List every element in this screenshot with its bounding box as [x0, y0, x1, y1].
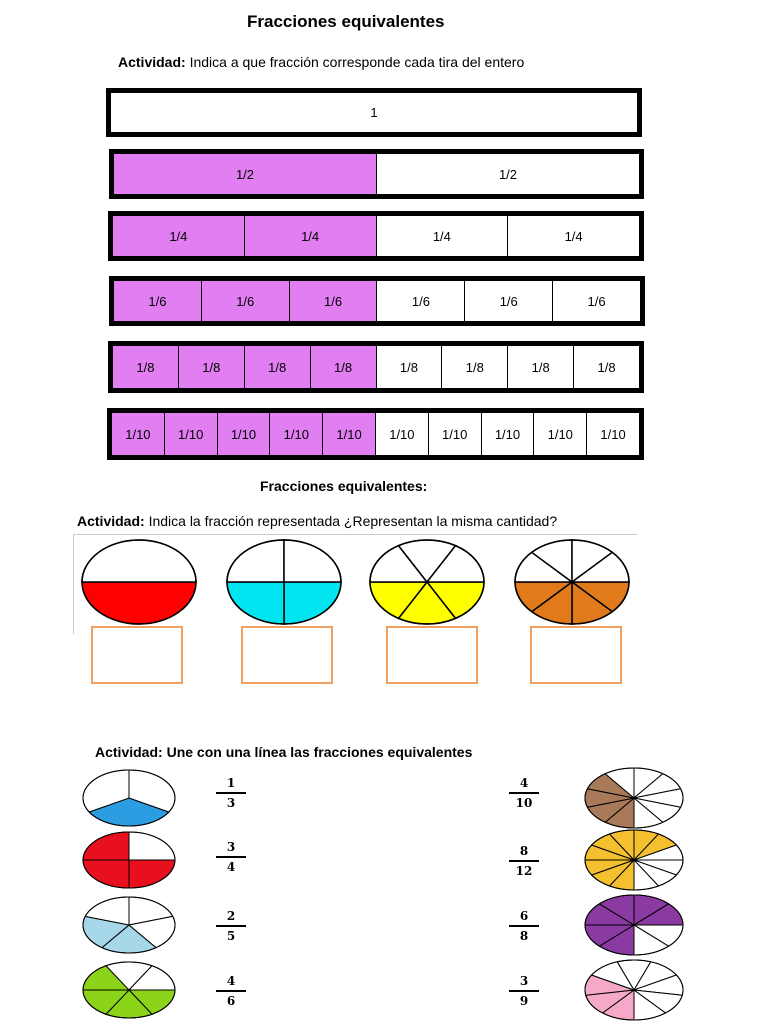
right-fraction-2[interactable]	[506, 844, 542, 878]
strip-6-segment: 1/10	[218, 413, 271, 455]
strip-4-segment: 1/6	[377, 281, 465, 321]
left-fraction-2-num: 3	[226, 840, 236, 854]
right-fraction-4-num: 3	[519, 974, 529, 988]
left-fraction-4[interactable]	[213, 974, 249, 1008]
right-circle-3	[585, 895, 683, 955]
right-fraction-2-num: 8	[519, 844, 529, 858]
strip-6-segment: 1/10	[429, 413, 482, 455]
right-fraction-1-num: 4	[519, 776, 529, 790]
left-circle-4	[83, 962, 175, 1018]
left-circle-1	[83, 770, 175, 826]
strip-6-segment: 1/10	[534, 413, 587, 455]
right-fraction-3[interactable]	[506, 909, 542, 943]
strip-1-segment: 1	[370, 105, 378, 120]
strip-6-segment: 1/10	[600, 426, 626, 442]
right-fraction-3-den: 8	[519, 928, 529, 943]
left-circle-2	[83, 832, 175, 888]
strip-5-segment: 1/8	[245, 346, 311, 388]
right-fraction-4-den: 9	[519, 993, 529, 1008]
activity-2-label: Actividad:	[77, 513, 145, 529]
left-fraction-4-den: 6	[226, 993, 236, 1008]
strip-4-segment: 1/6	[290, 281, 378, 321]
strip-3-segment: 1/4	[564, 228, 583, 244]
left-fraction-1-num: 1	[226, 776, 236, 790]
left-fraction-1[interactable]	[213, 776, 249, 810]
strip-5-segment: 1/8	[597, 359, 616, 375]
section-2-title: Fracciones equivalentes:	[260, 478, 428, 494]
strip-5-segment: 1/8	[311, 346, 377, 388]
strip-3-segment: 1/4	[113, 216, 245, 256]
left-fraction-3[interactable]	[213, 909, 249, 943]
left-circle-3	[83, 897, 175, 953]
strip-6-segment: 1/10	[112, 413, 165, 455]
activity-1-text: Indica a que fracción corresponde cada tira del entero	[185, 54, 525, 70]
strip-6-segment: 1/10	[323, 413, 376, 455]
strip-5-segment: 1/8	[179, 346, 245, 388]
activity-1-label: Actividad:	[118, 54, 186, 70]
strip-2-segment: 1/2	[114, 154, 377, 194]
right-fraction-2-den: 12	[515, 863, 533, 878]
strip-4-segment: 1/6	[202, 281, 290, 321]
page-title: Fracciones equivalentes	[247, 12, 445, 31]
activity-3-text: Une con una línea las fracciones equivalentes	[162, 744, 473, 760]
left-fraction-2[interactable]	[213, 840, 249, 874]
strip-6-segment: 1/10	[165, 413, 218, 455]
strip-3-segment: 1/4	[245, 216, 377, 256]
strip-5-segment: 1/8	[113, 346, 179, 388]
strip-6-segment: 1/10	[270, 413, 323, 455]
right-circle-4	[585, 960, 683, 1020]
strip-4-segment: 1/6	[587, 293, 606, 309]
strip-2-segment: 1/2	[498, 166, 518, 182]
strip-6-segment: 1/10	[376, 413, 429, 455]
strip-4-segment: 1/6	[114, 281, 202, 321]
right-circle-2	[585, 830, 683, 890]
activity-3-label: Actividad:	[95, 744, 163, 760]
strip-5-segment: 1/8	[508, 346, 574, 388]
right-fraction-1[interactable]	[506, 776, 542, 810]
strip-5-segment: 1/8	[377, 346, 443, 388]
left-fraction-3-den: 5	[226, 928, 236, 943]
right-fraction-3-num: 6	[519, 909, 529, 923]
left-fraction-3-num: 2	[226, 909, 236, 923]
right-circle-1	[585, 768, 683, 828]
strip-5-segment: 1/8	[442, 346, 508, 388]
left-fraction-4-num: 4	[226, 974, 236, 988]
left-fraction-2-den: 4	[226, 859, 236, 874]
activity-2-text: Indica la fracción representada ¿Representan la misma cantidad?	[144, 513, 558, 529]
strip-6-segment: 1/10	[482, 413, 535, 455]
right-fraction-4[interactable]	[506, 974, 542, 1008]
left-fraction-1-den: 3	[226, 795, 236, 810]
strip-3-segment: 1/4	[377, 216, 509, 256]
strip-4-segment: 1/6	[465, 281, 553, 321]
right-fraction-1-den: 10	[515, 795, 533, 810]
